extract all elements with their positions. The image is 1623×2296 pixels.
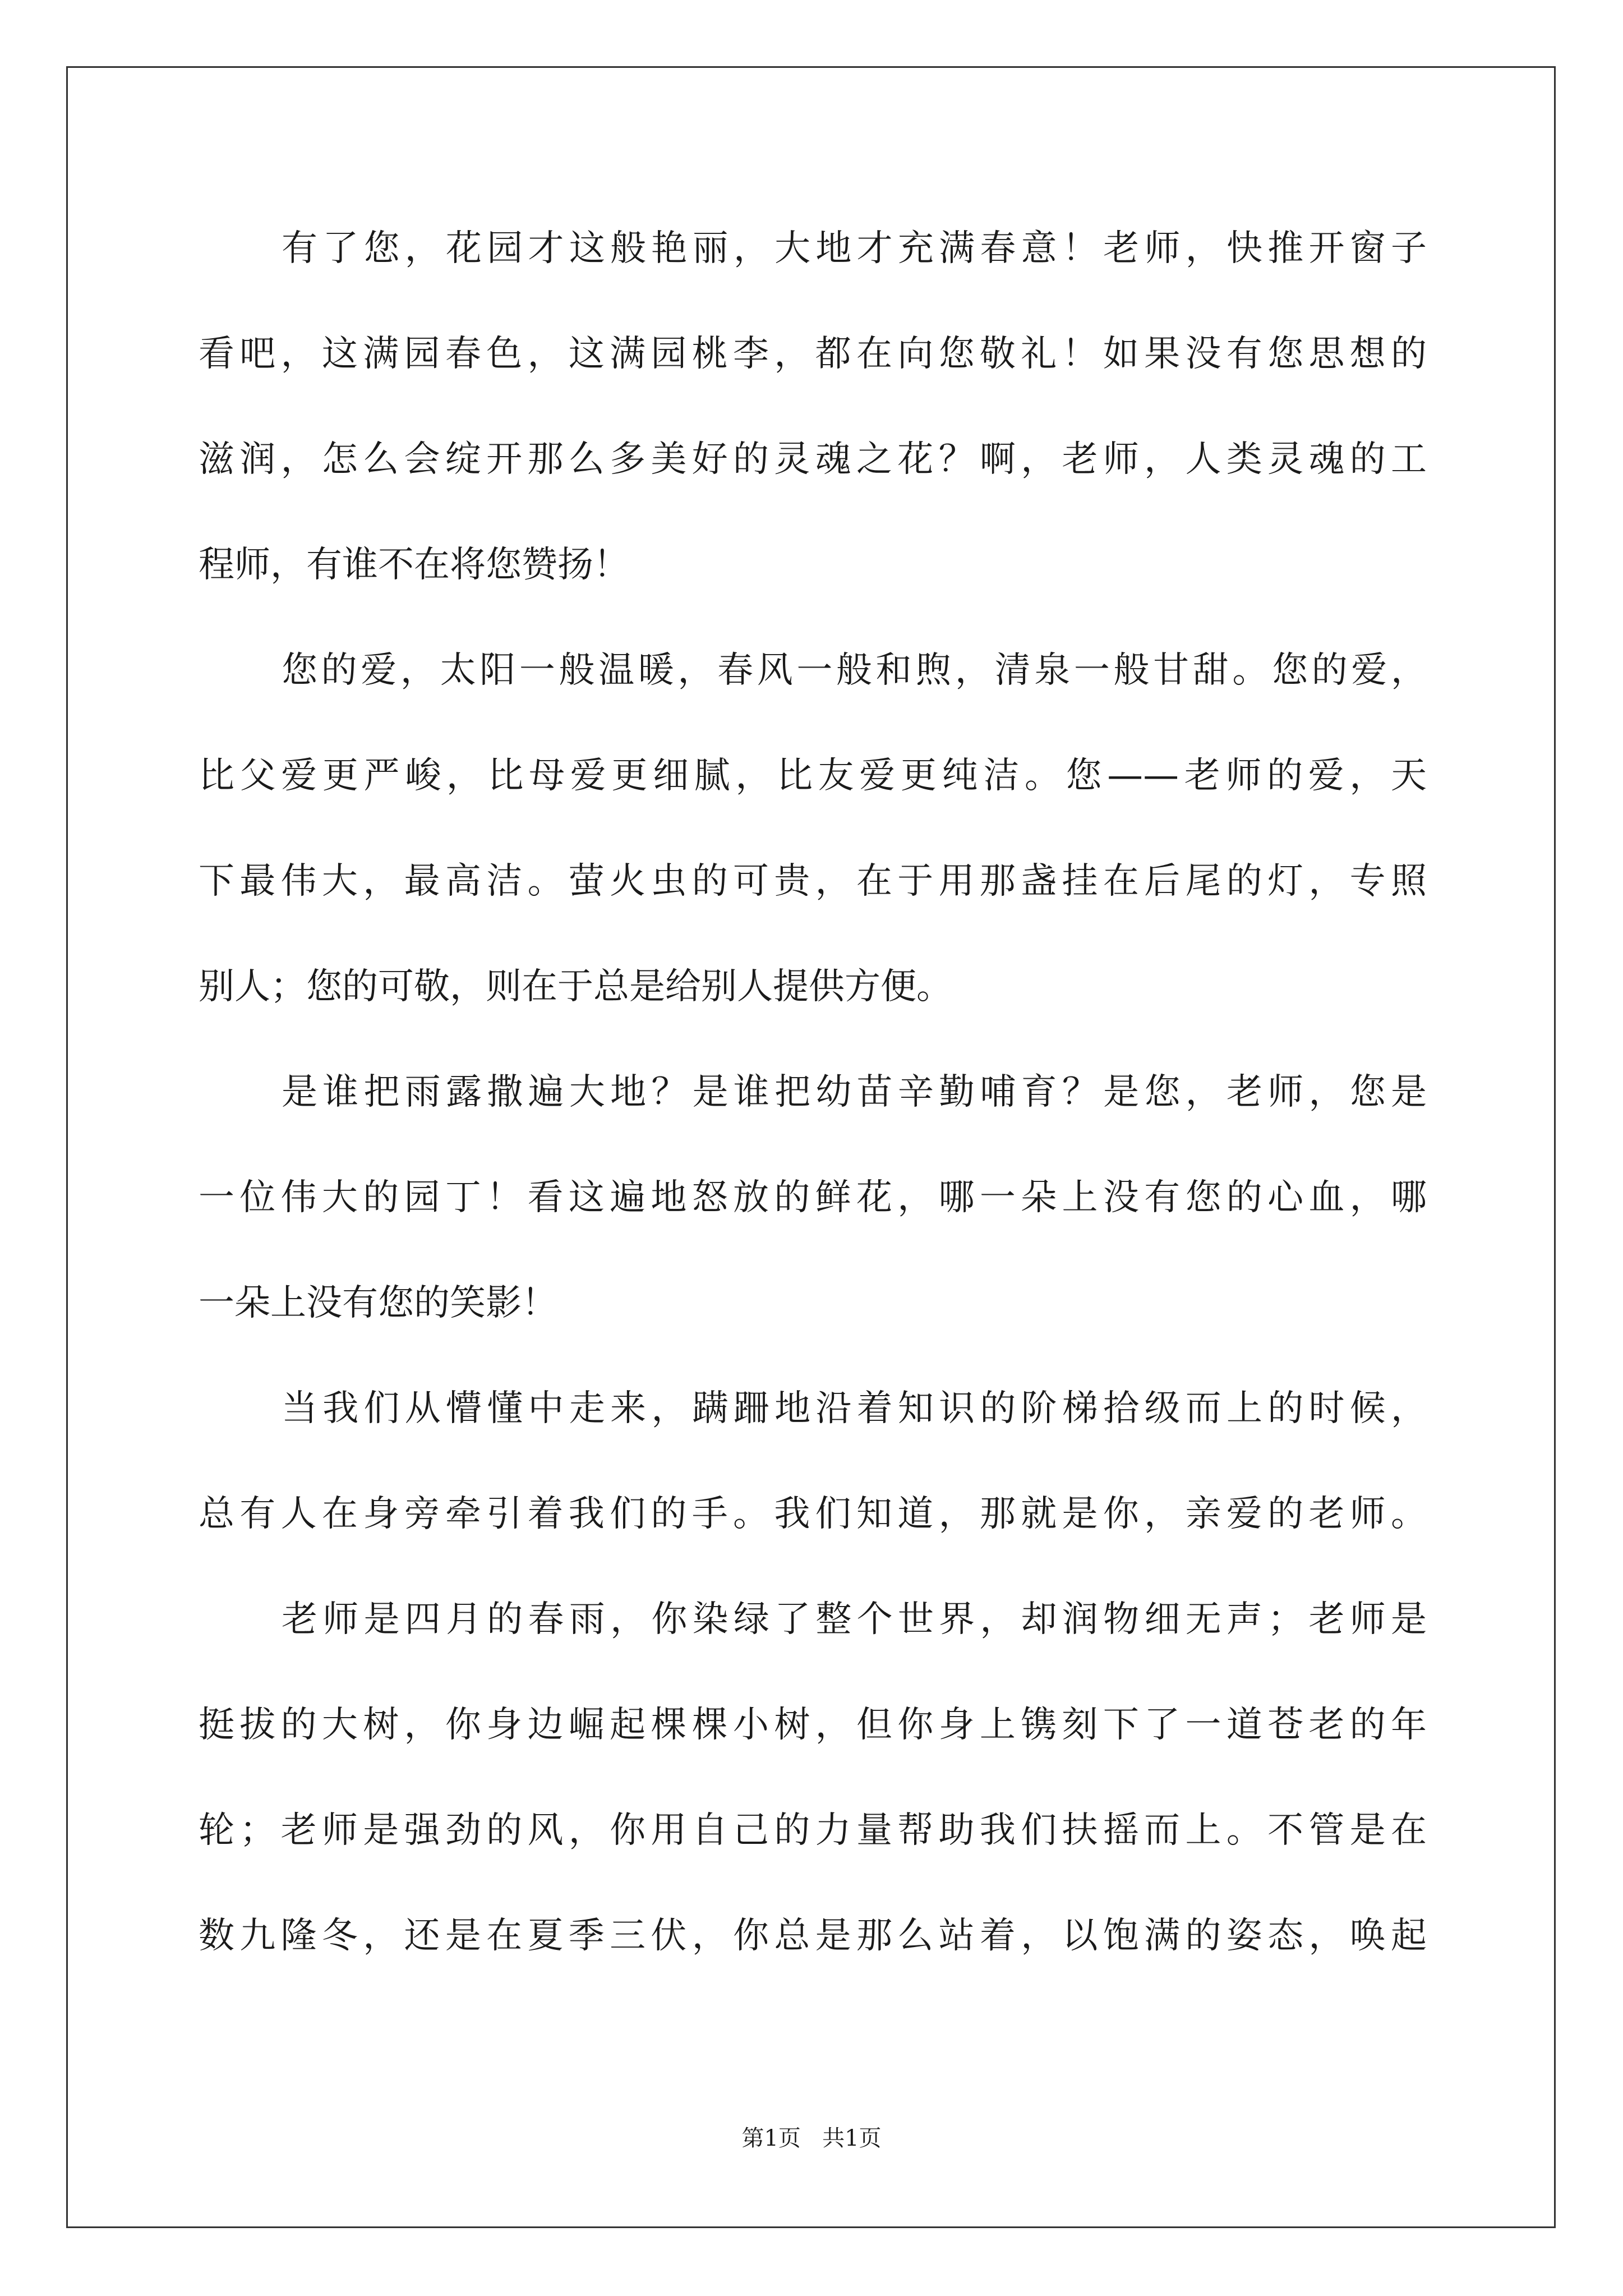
paragraph-4-line-1: 当我们从懵懂中走来，蹒跚地沿着知识的阶梯拾级而上的时候，	[282, 1388, 1427, 1429]
paragraph-3-line-3: 一朵上没有您的笑影！	[199, 1282, 557, 1324]
paragraph-2-line-1: 您的爱，太阳一般温暖，春风一般和煦，清泉一般甘甜。您的爱，	[282, 650, 1427, 691]
page-border	[66, 66, 1556, 2228]
page-number-label: 第1页	[741, 2125, 801, 2151]
paragraph-3-line-1: 是谁把雨露撒遍大地？是谁把幼苗辛勤哺育？是您，老师，您是	[282, 1071, 1427, 1113]
page-footer	[0, 2122, 1623, 2155]
paragraph-1-line-2: 看吧，这满园春色，这满园桃李，都在向您敬礼！如果没有您思想的	[199, 333, 1427, 375]
paragraph-1-line-1: 有了您，花园才这般艳丽，大地才充满春意！老师，快推开窗子	[282, 228, 1427, 269]
paragraph-5-line-4: 数九隆冬，还是在夏季三伏，你总是那么站着，以饱满的姿态，唤起	[199, 1915, 1427, 1957]
paragraph-2-line-4: 别人；您的可敬，则在于总是给别人提供方便。	[199, 966, 952, 1007]
paragraph-1-line-4: 程师，有谁不在将您赞扬！	[199, 544, 629, 586]
total-pages-label: 共1页	[822, 2125, 882, 2151]
paragraph-5-line-2: 挺拔的大树，你身边崛起棵棵小树，但你身上镌刻下了一道苍老的年	[199, 1704, 1427, 1746]
paragraph-3-line-2: 一位伟大的园丁！看这遍地怒放的鲜花，哪一朵上没有您的心血，哪	[199, 1177, 1427, 1218]
paragraph-2-line-3: 下最伟大，最高洁。萤火虫的可贵，在于用那盏挂在后尾的灯，专照	[199, 861, 1427, 902]
paragraph-1-line-3: 滋润，怎么会绽开那么多美好的灵魂之花？啊，老师，人类灵魂的工	[199, 439, 1427, 480]
paragraph-2-line-2: 比父爱更严峻，比母爱更细腻，比友爱更纯洁。您——老师的爱，天	[199, 755, 1427, 797]
paragraph-5-line-3: 轮；老师是强劲的风，你用自己的力量帮助我们扶摇而上。不管是在	[199, 1810, 1427, 1851]
paragraph-4-line-2: 总有人在身旁牵引着我们的手。我们知道，那就是你，亲爱的老师。	[199, 1493, 1427, 1535]
paragraph-5-line-1: 老师是四月的春雨，你染绿了整个世界，却润物细无声；老师是	[282, 1599, 1427, 1640]
